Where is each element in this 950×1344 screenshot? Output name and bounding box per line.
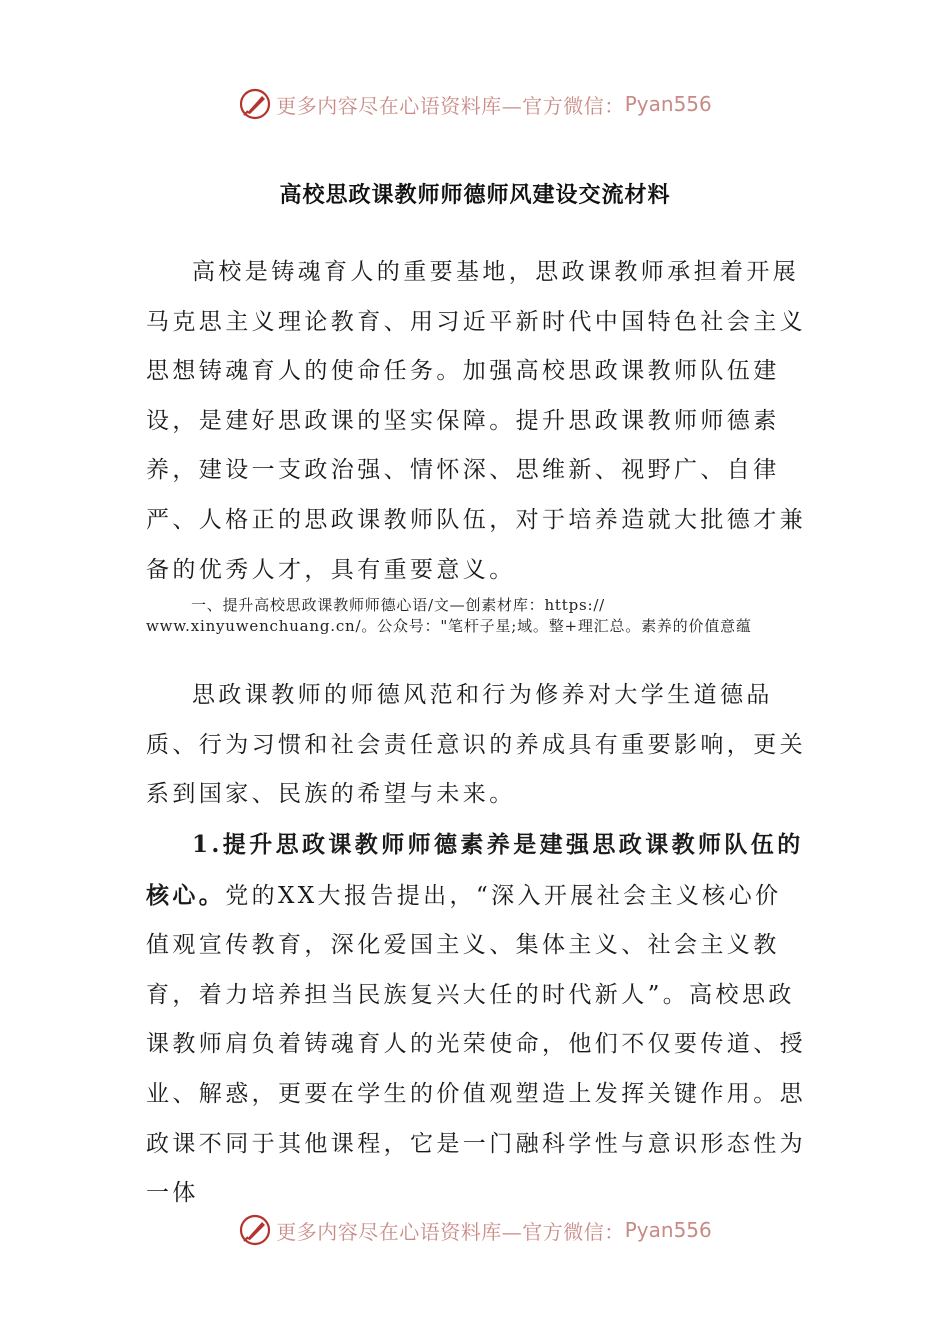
body-paragraph-2: 思政课教师的师德风范和行为修养对大学生道德品质、行为习惯和社会责任意识的养成具有重要影响，更关系到国家、民族的希望与未来。: [146, 682, 806, 808]
wechat-id: Pyan556: [624, 1218, 712, 1242]
header-watermark-banner: [0, 84, 950, 124]
subheading-bold: 1.提升思政课教师师德素养是建强思政课教师队伍的核心。: [146, 831, 804, 909]
wechat-id: Pyan556: [624, 92, 712, 116]
banner-text: 更多内容尽在心语资料库—官方微信：: [276, 93, 625, 118]
paragraph-3-text: 党的XX大报告提出，“深入开展社会主义核心价值观宣传教育，深化爱国主义、集体主义、社会主义教育，着力培养担当民族复兴大任的时代新人”。高校思政课教师肩负着铸魂育人的光荣使命，他们不仅要传道、授业、解惑，更要在学生的价值观塑造上发挥关键作用。思政课不同于其他课程，它是一门融科学性与意识形态性为一体: [146, 882, 806, 1207]
body-paragraph-3: [146, 820, 806, 1219]
section-heading-line1: 一、提升高校思政课教师师德心语/文—创素材库：https://: [191, 596, 606, 614]
section-heading: [146, 595, 806, 637]
section-heading-line2: www.xinyuwenchuang.cn/。公众号："笔杆子星;域。整+理汇总。素养的价值意蕴: [146, 617, 752, 635]
intro-paragraph: 高校是铸魂育人的重要基地，思政课教师承担着开展马克思主义理论教育、用习近平新时代中国特色社会主义思想铸魂育人的使命任务。加强高校思政课教师队伍建设，是建好思政课的坚实保障。提升思政课教师师德素养，建设一支政治强、情怀深、思维新、视野广、自律严、人格正的思政课教师队伍，对于培养造就大批德才兼备的优秀人才，具有重要意义。: [146, 259, 806, 583]
quill-pen-logo-icon: [238, 87, 272, 121]
footer-watermark-banner: [0, 1210, 950, 1250]
banner-text: 更多内容尽在心语资料库—官方微信：: [276, 1219, 625, 1244]
quill-pen-logo-icon: [238, 1213, 272, 1247]
document-title: 高校思政课教师师德师风建设交流材料: [279, 182, 671, 208]
